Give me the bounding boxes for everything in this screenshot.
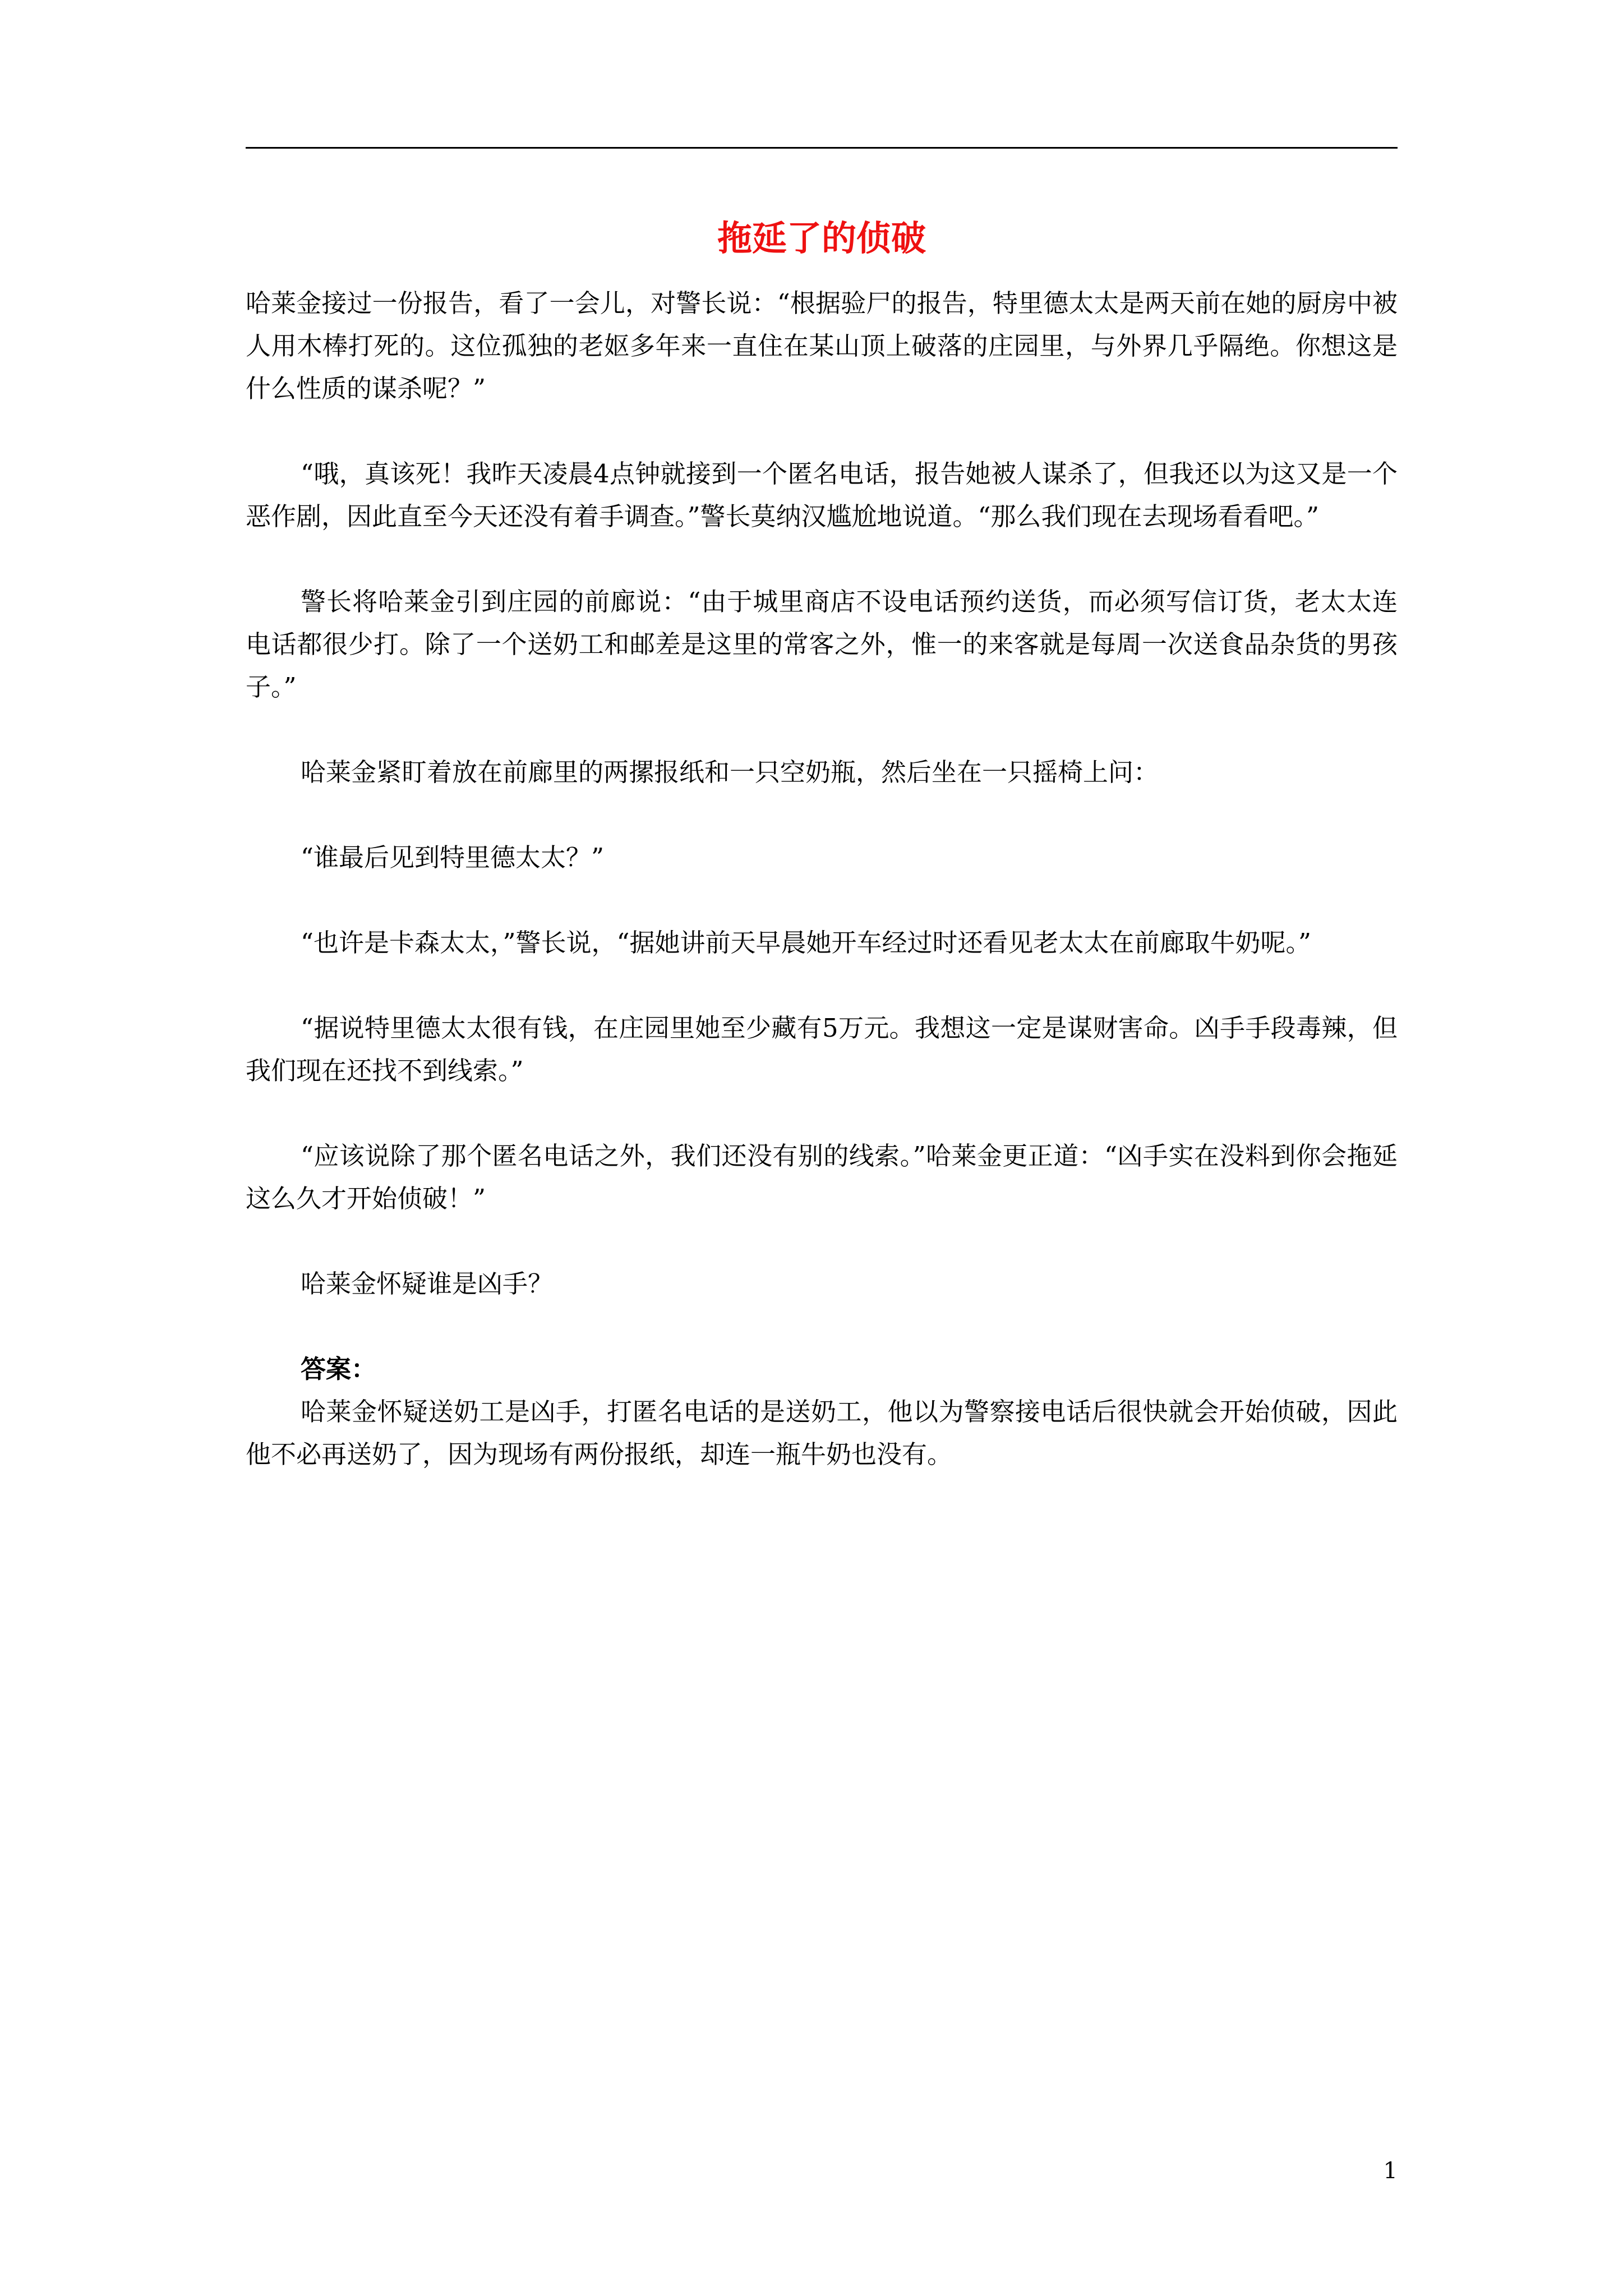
paragraph-1: 哈莱金接过一份报告，看了一会儿，对警长说：“根据验尸的报告，特里德太太是两天前在她的厨房中被人用木棒打死的。这位孤独的老妪多年来一直住在某山顶上破落的庄园里，与外界几乎隔绝。你想这是什么性质的谋杀呢？” bbox=[246, 288, 1398, 403]
document-body bbox=[246, 282, 1398, 1476]
paragraph-7: “据说特里德太太很有钱，在庄园里她至少藏有5万元。我想这一定是谋财害命。凶手手段毒辣，但我们现在还找不到线索。” bbox=[246, 1013, 1398, 1085]
paragraph-6: “也许是卡森太太，”警长说，“据她讲前天早晨她开车经过时还看见老太太在前廊取牛奶呢。” bbox=[301, 928, 1312, 958]
paragraph-3: 警长将哈莱金引到庄园的前廊说：“由于城里商店不设电话预约送货，而必须写信订货，老太太连电话都很少打。除了一个送奶工和邮差是这里的常客之外，惟一的来客就是每周一次送食品杂货的男孩子。” bbox=[246, 587, 1398, 702]
paragraph-5: “谁最后见到特里德太太？” bbox=[301, 843, 605, 872]
question: 哈莱金怀疑谁是凶手？ bbox=[301, 1269, 554, 1299]
paragraph-2: “哦，真该死！我昨天凌晨4点钟就接到一个匿名电话，报告她被人谋杀了，但我还以为这又是一个恶作剧，因此直至今天还没有着手调查。”警长莫纳汉尴尬地说道。“那么我们现在去现场看看吧。” bbox=[246, 459, 1398, 531]
answer-text: 哈莱金怀疑送奶工是凶手，打匿名电话的是送奶工，他以为警察接电话后很快就会开始侦破，因此他不必再送奶了，因为现场有两份报纸，却连一瓶牛奶也没有。 bbox=[246, 1397, 1398, 1469]
paragraph-8: “应该说除了那个匿名电话之外，我们还没有别的线索。”哈莱金更正道：“凶手实在没料到你会拖延这么久才开始侦破！” bbox=[246, 1141, 1398, 1213]
header-rule bbox=[246, 147, 1398, 149]
answer-label: 答案： bbox=[301, 1354, 377, 1384]
page-number: 1 bbox=[1383, 2158, 1398, 2184]
document-title: 拖延了的侦破 bbox=[717, 218, 926, 259]
paragraph-4: 哈莱金紧盯着放在前廊里的两摞报纸和一只空奶瓶，然后坐在一只摇椅上问： bbox=[301, 757, 1159, 787]
